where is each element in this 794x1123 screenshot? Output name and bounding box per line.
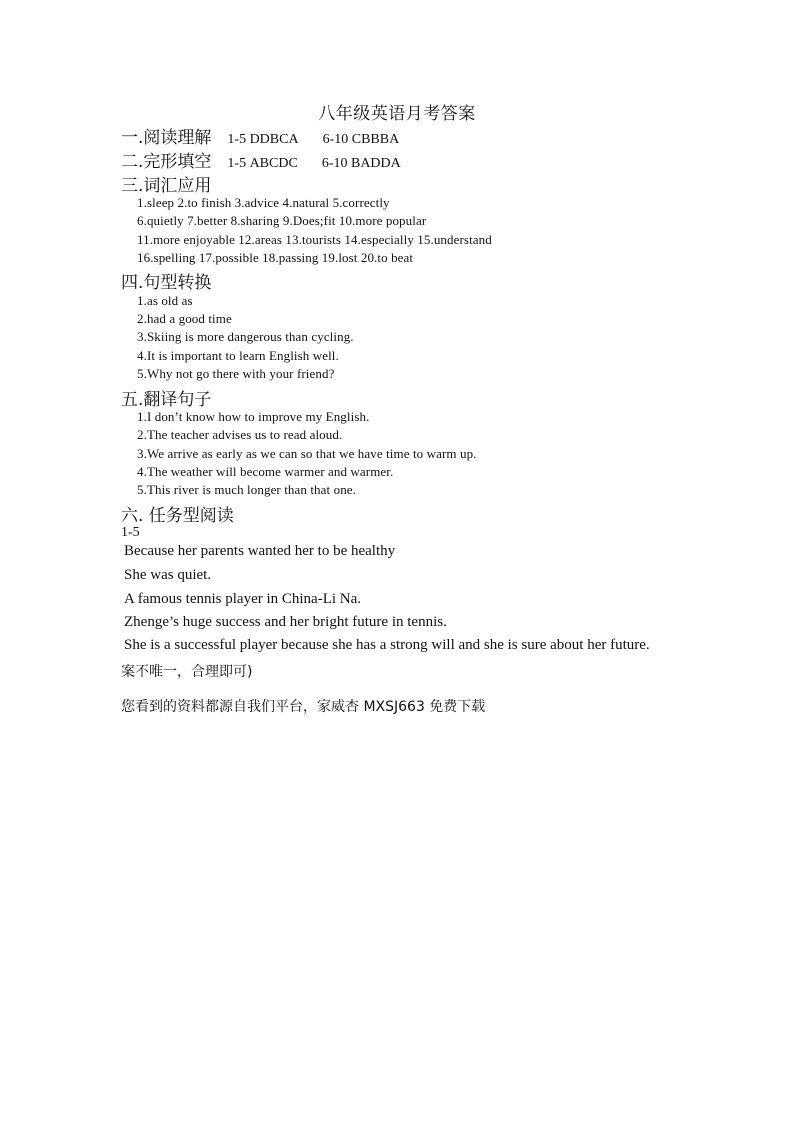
section-cloze-heading: 二.完形填空 [121, 152, 212, 172]
translate-line: 2.The teacher advises us to read aloud. [137, 427, 343, 442]
vocab-line: 1.sleep 2.to finish 3.advice 4.natural 5.correctly [137, 195, 390, 210]
transform-line: 3.Skiing is more dangerous than cycling. [137, 329, 354, 344]
task-answer-line: A famous tennis player in China-Li Na. [124, 591, 362, 607]
section-transform-heading: 四.句型转换 [121, 273, 212, 293]
task-answer-line: Zhenge’s huge success and her bright future in tennis. [124, 614, 447, 630]
source-footer: 您看到的资料都源自我们平台，家威杏 MXSJ663 免费下载 [121, 699, 486, 715]
transform-line: 1.as old as [137, 293, 193, 308]
translate-line: 5.This river is much longer than that one. [137, 482, 357, 497]
section-reading [121, 123, 399, 148]
page-title: 八年级英语月考答案 [318, 104, 476, 124]
vocab-line: 11.more enjoyable 12.areas 13.tourists 14.especially 15.understand [137, 232, 492, 247]
reading-answers-6-10: 6-10 CBBBA [322, 132, 400, 147]
section-vocab-heading: 三.词汇应用 [121, 176, 212, 196]
section-task-heading: 六. 任务型阅读 [121, 506, 234, 526]
reading-answers-1-5: 1-5 DDBCA [227, 132, 299, 147]
task-answer-line: She is a successful player because she has a strong will and she is sure about her future. [124, 637, 650, 653]
transform-line: 5.Why not go there with your friend? [137, 366, 335, 381]
vocab-line: 6.quietly 7.better 8.sharing 9.Does;fit 10.more popular [137, 213, 427, 228]
task-range-label: 1-5 [121, 525, 140, 540]
vocab-line: 16.spelling 17.possible 18.passing 19.lost 20.to beat [137, 250, 414, 265]
transform-line: 4.It is important to learn English well. [137, 348, 339, 363]
translate-line: 3.We arrive as early as we can so that we have time to warm up. [137, 446, 477, 461]
translate-line: 1.I don’t know how to improve my English. [137, 409, 370, 424]
cloze-answers-6-10: 6-10 BADDA [321, 156, 401, 171]
cloze-answers-1-5: 1-5 ABCDC [227, 156, 298, 171]
section-reading-heading: 一.阅读理解 [121, 128, 212, 148]
translate-line: 4.The weather will become warmer and warmer. [137, 464, 394, 479]
task-note: 案不唯一，合理即可) [121, 664, 253, 680]
task-answer-line: Because her parents wanted her to be healthy [124, 543, 396, 559]
section-translate-heading: 五.翻译句子 [121, 390, 212, 410]
task-answer-line: She was quiet. [124, 567, 212, 583]
transform-line: 2.had a good time [137, 311, 232, 326]
section-cloze [121, 147, 401, 172]
